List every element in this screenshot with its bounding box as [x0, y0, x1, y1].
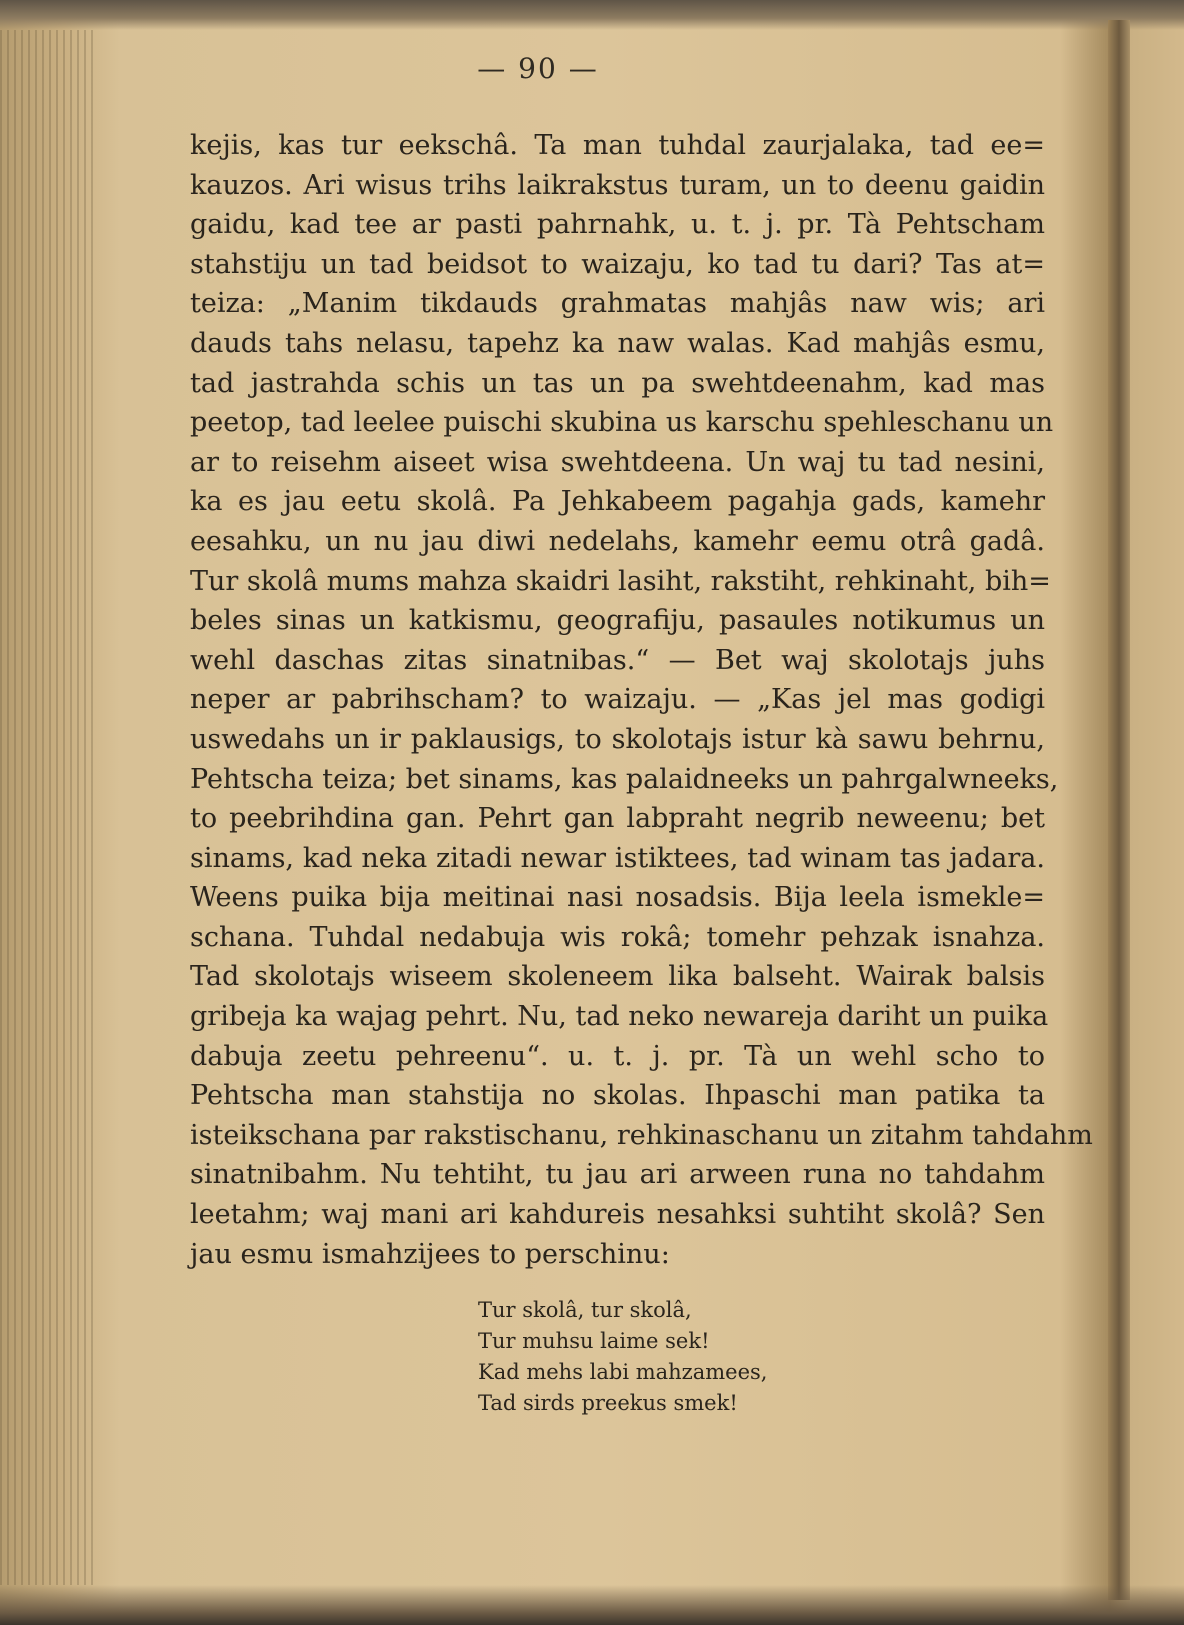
text-line: gribeja ka wajag pehrt. Nu, tad neko newareja dariht un puika — [190, 1001, 1049, 1033]
text-line: Tur skolâ mums mahza skaidri lasiht, rakstiht, rehkinaht, bih= — [190, 565, 1051, 597]
text-line: Pehtscha man stahstija no skolas. Ihpaschi man patika ta — [190, 1080, 1045, 1112]
next-page-edge — [1130, 40, 1184, 1600]
poem-stanza — [478, 1295, 767, 1419]
poem-line: Tad sirds preekus smek! — [478, 1391, 738, 1415]
text-line: sinatnibahm. Nu tehtiht, tu jau ari arween runa no tahdahm — [190, 1159, 1045, 1191]
top-edge-shadow — [0, 0, 1184, 30]
text-line: Weens puika bija meitinai nasi nosadsis. Bija leela ismekle= — [190, 882, 1045, 914]
text-line: kejis, kas tur eekschâ. Ta man tuhdal zaurjalaka, tad ee= — [190, 130, 1045, 161]
poem-line: Tur skolâ, tur skolâ, — [478, 1298, 692, 1322]
text-line: sinams, kad neka zitadi newar istiktees, tad winam tas jadara. — [190, 842, 1045, 874]
body-text — [190, 126, 1093, 1274]
text-line: eesahku, un nu jau diwi nedelahs, kamehr eemu otrâ gadâ. — [190, 525, 1045, 557]
text-line: peetop, tad leelee puischi skubina us karschu spehleschanu un — [190, 407, 1054, 439]
text-line: leetahm; waj mani ari kahdureis nesahksi suhtiht skolâ? Sen — [190, 1199, 1045, 1231]
text-line: isteikschana par rakstischanu, rehkinaschanu un zitahm tahdahm — [190, 1119, 1093, 1151]
text-line: neper ar pabrihscham? to waizaju. — „Kas jel mas godigi — [190, 684, 1045, 716]
text-line: tad jastrahda schis un tas un pa swehtdeenahm, kad mas — [190, 367, 1045, 399]
book-gutter — [1108, 20, 1130, 1600]
bottom-edge-shadow — [0, 1585, 1184, 1625]
text-line: to peebrihdina gan. Pehrt gan labpraht negrib neweenu; bet — [190, 803, 1045, 835]
text-line: uswedahs un ir paklausigs, to skolotajs istur kà sawu behrnu, — [190, 723, 1045, 755]
text-line: schana. Tuhdal nedabuja wis rokâ; tomehr pehzak isnahza. — [190, 921, 1045, 953]
poem-line: Kad mehs labi mahzamees, — [478, 1360, 768, 1384]
poem-line: Tur muhsu laime sek! — [478, 1329, 710, 1353]
text-line: jau esmu ismahzijees to perschinu: — [190, 1238, 670, 1270]
page-number: — 90 — — [477, 52, 599, 85]
text-line: kauzos. Ari wisus trihs laikrakstus turam, un to deenu gaidin — [190, 169, 1045, 201]
text-line: ka es jau eetu skolâ. Pa Jehkabeem pagahja gads, kamehr — [190, 486, 1045, 518]
text-line: dauds tahs nelasu, tapehz ka naw walas. Kad mahjâs esmu, — [190, 327, 1045, 359]
text-line: stahstiju un tad beidsot to waizaju, ko tad tu dari? Tas at= — [190, 248, 1045, 280]
text-line: wehl daschas zitas sinatnibas.“ — Bet waj skolotajs juhs — [190, 644, 1045, 676]
page-stack-edge — [0, 30, 95, 1585]
text-line: dabuja zeetu pehreenu“. u. t. j. pr. Tà un wehl scho to — [190, 1040, 1045, 1072]
text-line: beles sinas un katkismu, geografiju, pasaules notikumus un — [190, 605, 1045, 637]
text-line: ar to reisehm aiseet wisa swehtdeena. Un waj tu tad nesini, — [190, 446, 1045, 478]
text-line: gaidu, kad tee ar pasti pahrnahk, u. t. j. pr. Tà Pehtscham — [190, 209, 1045, 241]
text-line: Pehtscha teiza; bet sinams, kas palaidneeks un pahrgalwneeks, — [190, 763, 1059, 795]
text-line: Tad skolotajs wiseem skoleneem lika balseht. Wairak balsis — [190, 961, 1045, 993]
text-line: teiza: „Manim tikdauds grahmatas mahjâs naw wis; ari — [190, 288, 1045, 320]
